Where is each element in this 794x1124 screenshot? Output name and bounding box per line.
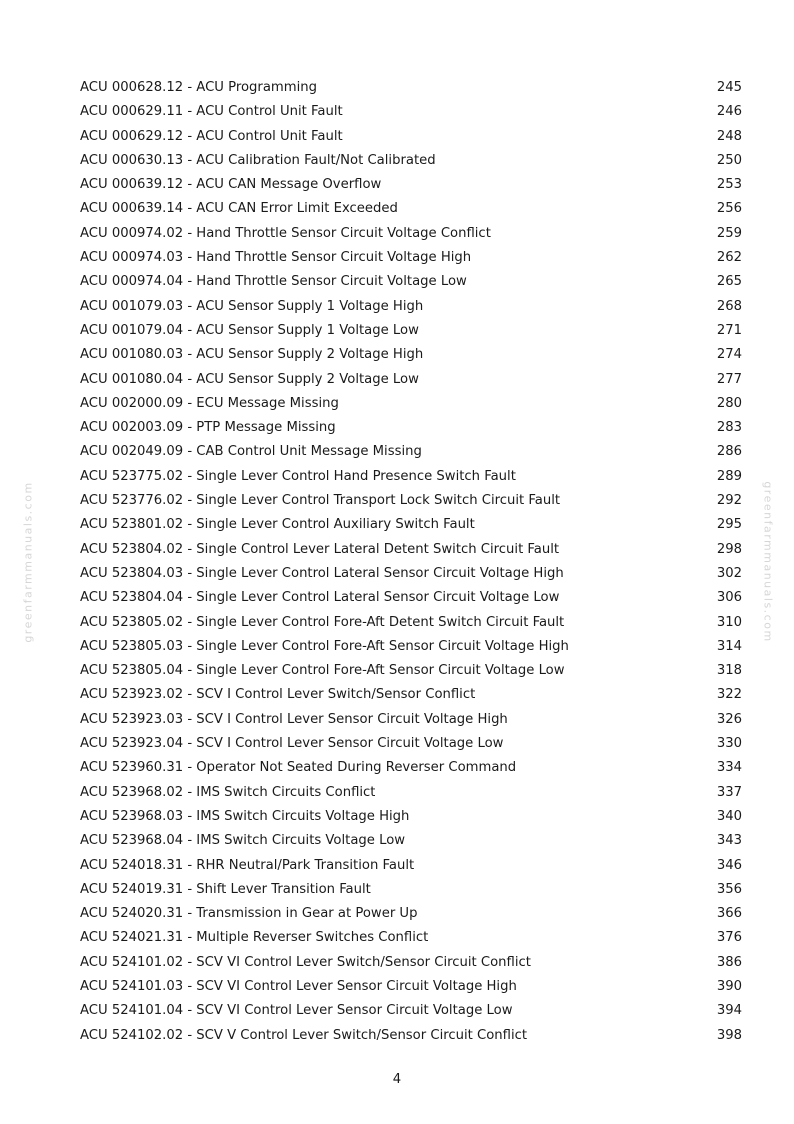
toc-entry-title: ACU 001079.04 - ACU Sensor Supply 1 Voltage Low — [80, 322, 419, 338]
toc-entry-page: 326 — [716, 711, 742, 727]
toc-entry-page: 366 — [716, 906, 742, 922]
toc-entry[interactable] — [80, 440, 742, 464]
toc-entry[interactable] — [80, 343, 742, 367]
toc-entry-title: ACU 000629.12 - ACU Control Unit Fault — [80, 128, 343, 144]
toc-entry-page: 376 — [716, 930, 742, 946]
toc-entry-page: 306 — [716, 590, 742, 606]
toc-entry[interactable] — [80, 465, 742, 489]
toc-entry-title: ACU 524021.31 - Multiple Reverser Switches Conflict — [80, 930, 429, 946]
toc-entry[interactable] — [80, 149, 742, 173]
toc-entry-page: 337 — [716, 784, 742, 800]
toc-entry-title: ACU 002000.09 - ECU Message Missing — [80, 395, 339, 411]
toc-entry-page: 246 — [716, 104, 742, 120]
toc-entry-title: ACU 524020.31 - Transmission in Gear at Power Up — [80, 906, 418, 922]
toc-entry[interactable] — [80, 513, 742, 537]
toc-entry-title: ACU 001080.04 - ACU Sensor Supply 2 Voltage Low — [80, 371, 419, 387]
toc-entry[interactable] — [80, 902, 742, 926]
toc-entry[interactable] — [80, 975, 742, 999]
toc-entry[interactable] — [80, 1024, 742, 1048]
toc-entry[interactable] — [80, 878, 742, 902]
toc-entry-title: ACU 000639.14 - ACU CAN Error Limit Exceeded — [80, 201, 398, 217]
toc-entry[interactable] — [80, 659, 742, 683]
toc-entry-page: 277 — [716, 371, 742, 387]
toc-entry-page: 265 — [716, 274, 742, 290]
toc-entry[interactable] — [80, 270, 742, 294]
toc-entry-page: 286 — [716, 444, 742, 460]
toc-entry[interactable] — [80, 829, 742, 853]
toc-entry-page: 298 — [716, 541, 742, 557]
toc-entry[interactable] — [80, 562, 742, 586]
toc-entry[interactable] — [80, 586, 742, 610]
toc-entry-page: 394 — [716, 1003, 742, 1019]
toc-entry-page: 322 — [716, 687, 742, 703]
toc-entry-title: ACU 524101.02 - SCV VI Control Lever Switch/Sensor Circuit Conflict — [80, 954, 531, 970]
toc-entry[interactable] — [80, 222, 742, 246]
toc-entry[interactable] — [80, 926, 742, 950]
toc-entry[interactable] — [80, 538, 742, 562]
toc-entry-page: 280 — [716, 395, 742, 411]
toc-entry[interactable] — [80, 732, 742, 756]
toc-entry-title: ACU 523968.02 - IMS Switch Circuits Conflict — [80, 784, 376, 800]
toc-entry-page: 295 — [716, 517, 742, 533]
toc-entry-page: 310 — [716, 614, 742, 630]
toc-entry-page: 346 — [716, 857, 742, 873]
toc-entry[interactable] — [80, 489, 742, 513]
watermark-left: greenfarmmanuals.com — [21, 481, 35, 643]
toc-entry-page: 271 — [716, 322, 742, 338]
toc-entry-page: 330 — [716, 736, 742, 752]
toc-entry-title: ACU 523960.31 - Operator Not Seated During Reverser Command — [80, 760, 517, 776]
toc-entry-page: 340 — [716, 808, 742, 824]
toc-entry[interactable] — [80, 368, 742, 392]
toc-entry-title: ACU 523804.04 - Single Lever Control Lateral Sensor Circuit Voltage Low — [80, 590, 560, 606]
toc-entry-page: 334 — [716, 760, 742, 776]
toc-entry-page: 302 — [716, 565, 742, 581]
toc-entry-title: ACU 523923.03 - SCV I Control Lever Sensor Circuit Voltage High — [80, 711, 508, 727]
toc-entry-title: ACU 001080.03 - ACU Sensor Supply 2 Voltage High — [80, 347, 424, 363]
toc-entry-page: 248 — [716, 128, 742, 144]
toc-entry-page: 390 — [716, 978, 742, 994]
toc-entry[interactable] — [80, 854, 742, 878]
toc-entry[interactable] — [80, 100, 742, 124]
toc-entry-page: 253 — [716, 177, 742, 193]
toc-entry-title: ACU 524101.04 - SCV VI Control Lever Sensor Circuit Voltage Low — [80, 1003, 513, 1019]
toc-entry-page: 250 — [716, 152, 742, 168]
toc-entry-title: ACU 523775.02 - Single Lever Control Hand Presence Switch Fault — [80, 468, 516, 484]
toc-entry-title: ACU 000974.03 - Hand Throttle Sensor Circuit Voltage High — [80, 250, 472, 266]
toc-entry-page: 268 — [716, 298, 742, 314]
toc-entry-title: ACU 000629.11 - ACU Control Unit Fault — [80, 104, 343, 120]
toc-entry[interactable] — [80, 173, 742, 197]
page-number: 4 — [392, 1072, 402, 1087]
toc-entry-title: ACU 523801.02 - Single Lever Control Auxiliary Switch Fault — [80, 517, 475, 533]
table-of-contents — [80, 76, 742, 1048]
toc-entry-title: ACU 000630.13 - ACU Calibration Fault/Not Calibrated — [80, 152, 436, 168]
toc-entry-page: 343 — [716, 833, 742, 849]
toc-entry[interactable] — [80, 246, 742, 270]
toc-entry-title: ACU 002049.09 - CAB Control Unit Message Missing — [80, 444, 422, 460]
toc-entry-page: 283 — [716, 420, 742, 436]
toc-entry-title: ACU 524018.31 - RHR Neutral/Park Transition Fault — [80, 857, 415, 873]
toc-entry[interactable] — [80, 951, 742, 975]
toc-entry[interactable] — [80, 611, 742, 635]
toc-entry[interactable] — [80, 416, 742, 440]
toc-entry[interactable] — [80, 295, 742, 319]
toc-entry-title: ACU 523805.02 - Single Lever Control Fore-Aft Detent Switch Circuit Fault — [80, 614, 565, 630]
toc-entry-title: ACU 523804.02 - Single Control Lever Lateral Detent Switch Circuit Fault — [80, 541, 560, 557]
toc-entry[interactable] — [80, 805, 742, 829]
toc-entry-page: 274 — [716, 347, 742, 363]
toc-entry[interactable] — [80, 683, 742, 707]
toc-entry[interactable] — [80, 708, 742, 732]
toc-entry-title: ACU 002003.09 - PTP Message Missing — [80, 420, 336, 436]
toc-entry[interactable] — [80, 999, 742, 1023]
toc-entry-title: ACU 523776.02 - Single Lever Control Transport Lock Switch Circuit Fault — [80, 493, 561, 509]
toc-entry-page: 259 — [716, 225, 742, 241]
toc-entry-page: 292 — [716, 493, 742, 509]
toc-entry-title: ACU 000628.12 - ACU Programming — [80, 80, 318, 95]
toc-entry[interactable] — [80, 781, 742, 805]
toc-entry-title: ACU 523968.04 - IMS Switch Circuits Voltage Low — [80, 833, 406, 849]
toc-entry-page: 356 — [716, 881, 742, 897]
toc-entry-page: 262 — [716, 250, 742, 266]
toc-entry-title: ACU 000974.04 - Hand Throttle Sensor Circuit Voltage Low — [80, 274, 467, 290]
toc-entry[interactable] — [80, 392, 742, 416]
toc-entry-page: 398 — [716, 1027, 742, 1043]
toc-entry-page: 289 — [716, 468, 742, 484]
toc-entry-title: ACU 000639.12 - ACU CAN Message Overflow — [80, 177, 382, 193]
toc-entry-title: ACU 524101.03 - SCV VI Control Lever Sensor Circuit Voltage High — [80, 978, 517, 994]
toc-entry-title: ACU 523804.03 - Single Lever Control Lateral Sensor Circuit Voltage High — [80, 565, 564, 581]
toc-entry-title: ACU 524102.02 - SCV V Control Lever Switch/Sensor Circuit Conflict — [80, 1027, 528, 1043]
toc-entry[interactable] — [80, 125, 742, 149]
toc-entry[interactable] — [80, 319, 742, 343]
toc-entry-page: 256 — [716, 201, 742, 217]
toc-entry-page: 314 — [716, 638, 742, 654]
toc-entry[interactable] — [80, 76, 742, 100]
toc-entry-title: ACU 523923.04 - SCV I Control Lever Sensor Circuit Voltage Low — [80, 736, 504, 752]
toc-entry-title: ACU 524019.31 - Shift Lever Transition Fault — [80, 881, 371, 897]
toc-entry[interactable] — [80, 197, 742, 221]
toc-entry[interactable] — [80, 756, 742, 780]
toc-entry-page: 245 — [716, 80, 742, 95]
toc-entry-title: ACU 001079.03 - ACU Sensor Supply 1 Voltage High — [80, 298, 424, 314]
toc-entry-title: ACU 523923.02 - SCV I Control Lever Switch/Sensor Conflict — [80, 687, 476, 703]
toc-entry-title: ACU 000974.02 - Hand Throttle Sensor Circuit Voltage Conflict — [80, 225, 491, 241]
toc-entry-title: ACU 523805.04 - Single Lever Control Fore-Aft Sensor Circuit Voltage Low — [80, 663, 565, 679]
toc-entry-page: 386 — [716, 954, 742, 970]
watermark-right: greenfarmmanuals.com — [761, 481, 775, 643]
toc-entry-page: 318 — [716, 663, 742, 679]
toc-entry-title: ACU 523805.03 - Single Lever Control Fore-Aft Sensor Circuit Voltage High — [80, 638, 569, 654]
toc-entry-title: ACU 523968.03 - IMS Switch Circuits Voltage High — [80, 808, 410, 824]
toc-entry[interactable] — [80, 635, 742, 659]
